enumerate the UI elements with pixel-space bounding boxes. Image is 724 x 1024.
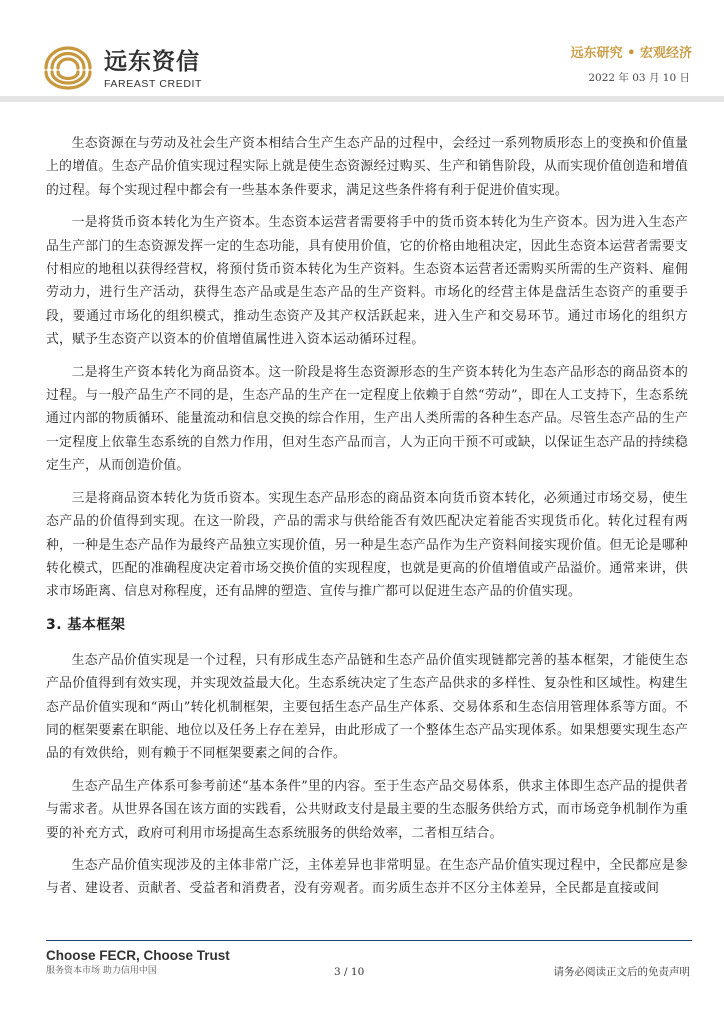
disclaimer-note: 请务必阅读正文后的免责声明 — [553, 966, 690, 978]
footer-slogan-sub: 服务资本市场 助力信用中国 — [46, 966, 157, 976]
paragraph: 一是将货币资本转化为生产资本。生态资本运营者需要将手中的货币资本转化为生产资本。因为进入生态产品生产部门的生态资源发挥一定的生态功能，具有使用价值，它的价格由地租决定，因此生态资本运营者需要支付相应的地租以获得经营权，将预付货币资本转化为生产资料。生态资本运营者还需购买所需的生产资料、雇佣劳动力，进行生产活动，获得生态产品或是生态产品的生产资料。市场化的经营主体是盘活生态资产的重要手段，要通过市场化的组织模式，推动生态资产及其产权活跃起来，进入生产和交易环节。通过市场化的组织方式，赋予生态资产以资本的价值增值属性进入资本运动循环过程。 — [46, 215, 688, 348]
page-number: 3 / 10 — [334, 966, 365, 978]
paragraph: 生态产品生产体系可参考前述“基本条件”里的内容。至于生态产品交易体系，供求主体即生态产品的提供者与需求者。从世界各国在该方面的实践看，公共财政支付是最主要的生态服务供给方式，而市场竞争机制作为重要的补充方式，政府可利用市场提高生态系统服务的供给效率，二者相互结合。 — [46, 778, 688, 841]
fareast-logo-icon — [40, 42, 96, 90]
footer-divider — [46, 940, 692, 941]
paragraph: 生态产品价值实现是一个过程，只有形成生态产品链和生态产品价值实现链都完善的基本框架，才能使生态产品价值得到有效实现，并实现效益最大化。生态系统决定了生态产品供求的多样性、复杂性和区域性。构建生态产品价值实现和“两山”转化机制框架，主要包括生态产品生产体系、交易体系和生态信用管理体系等方面。不同的框架要素在职能、地位以及任务上存在差异，由此形成了一个整体生态产品实现体系。如果想要实现生态产品的有效供给，则有赖于不同框架要素之间的合作。 — [46, 652, 688, 762]
brand-name-cn: 远东资信 — [104, 49, 200, 75]
paragraph: 三是将商品资本转化为货币资本。实现生态产品形态的商品资本向货币资本转化，必须通过市场交易，使生态产品的价值得到实现。在这一阶段，产品的需求与供给能否有效匹配决定着能否实现货币化。转化过程有两种，一种是生态产品作为最终产品独立实现价值，另一种是生态产品作为生产资料间接实现价值。但无论是哪种转化模式，匹配的准确程度决定着市场交换价值的实现程度，也就是更高的价值增值或产品溢价。通常来讲，供求市场距离、信息对称程度，还有品牌的塑造、宣传与推广都可以促进生态产品的价值实现。 — [46, 490, 688, 600]
page-header — [0, 0, 724, 102]
brand-name-en: FAREAST CREDIT — [104, 78, 203, 90]
section-heading: 3. 基本框架 — [46, 616, 126, 633]
footer-slogan: Choose FECR, Choose Trust — [46, 948, 230, 963]
paragraph: 二是将生产资本转化为商品资本。这一阶段是将生态资源形态的生产资本转化为生态产品形态的商品资本的过程。与一般产品生产不同的是，生态产品的生产在一定程度上依赖于自然“劳动”，即在人工支持下，生态系统通过内部的物质循环、能量流动和信息交换的综合作用，生产出人类所需的各种生态产品。尽管生态产品的生产一定程度上依靠生态系统的自然力作用，但对生态产品而言，人为正向干预不可或缺，以保证生态产品的持续稳定生产，从而创造价值。 — [46, 364, 688, 474]
header-divider — [0, 96, 724, 102]
report-date: 2022 年 03 月 10 日 — [588, 72, 690, 84]
paragraph: 生态资源在与劳动及社会生产资本相结合生产生态产品的过程中，会经过一系列物质形态上的变换和价值量上的增值。生态产品价值实现过程实际上就是使生态资源经过购买、生产和销售阶段，从而实现价值创造和增值的过程。每个实现过程中都会有一些基本条件要求，满足这些条件将有利于促进价值实现。 — [46, 136, 688, 198]
paragraph: 生态产品价值实现涉及的主体非常广泛，主体差异也非常明显。在生态产品价值实现过程中，全民都应是参与者、建设者、贡献者、受益者和消费者，没有旁观者。而劣质生态并不区分主体差异，全民都是直接或间 — [46, 857, 688, 897]
document-body — [46, 132, 688, 901]
report-section-tag: 远东研究 • 宏观经济 — [570, 46, 692, 61]
